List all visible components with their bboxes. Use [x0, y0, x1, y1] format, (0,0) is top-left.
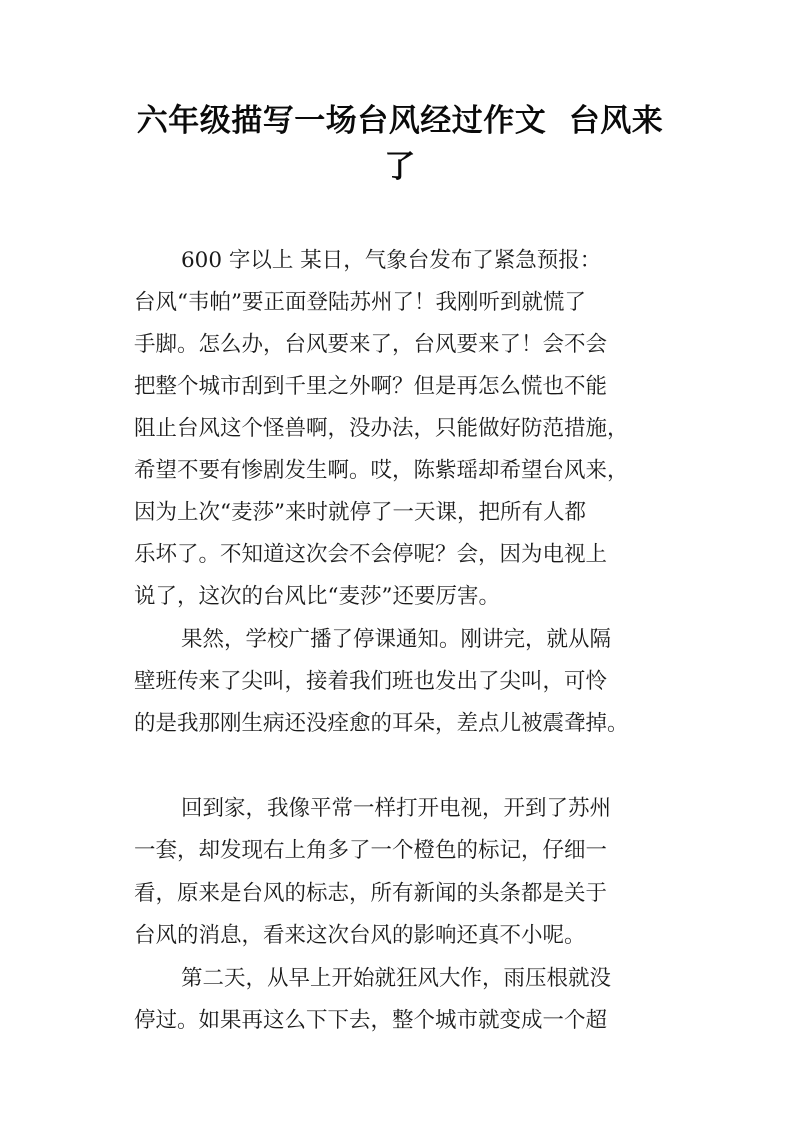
- paragraph-3-line-1: 回到家，我像平常一样打开电视，开到了苏州: [181, 796, 612, 821]
- paragraph-1-line-5: 阻止台风这个怪兽啊，没办法，只能做好防范措施，: [134, 416, 629, 441]
- paragraph-1-line-7: 因为上次“麦莎”来时就停了一天课，把所有人都: [134, 500, 586, 525]
- paragraph-4-line-1: 第二天，从早上开始就狂风大作，雨压根就没: [181, 966, 612, 991]
- paragraph-1-line-3: 手脚。怎么办，台风要来了，台风要来了！会不会: [134, 332, 608, 357]
- paragraph-4-line-2: 停过。如果再这么下下去，整个城市就变成一个超: [134, 1008, 608, 1033]
- title-line-1: 六年级描写一场台风经过作文 台风来: [136, 103, 664, 139]
- title-line-2: 了: [384, 149, 416, 185]
- paragraph-1-line-2: 台风“韦帕”要正面登陆苏州了！我刚听到就慌了: [134, 290, 586, 315]
- paragraph-3-line-2: 一套，却发现右上角多了一个橙色的标记，仔细一: [134, 838, 608, 863]
- paragraph-3-line-3: 看，原来是台风的标志，所有新闻的头条都是关于: [134, 881, 608, 906]
- paragraph-2-line-2: 壁班传来了尖叫，接着我们班也发出了尖叫，可怜: [134, 669, 608, 694]
- paragraph-1-line-8: 乐坏了。不知道这次会不会停呢？会，因为电视上: [134, 542, 608, 567]
- paragraph-2-line-1: 果然，学校广播了停课通知。刚讲完，就从隔: [181, 627, 612, 652]
- document-title: [120, 98, 680, 190]
- paragraph-1-line-9: 说了，这次的台风比“麦莎”还要厉害。: [134, 584, 500, 609]
- paragraph-1-line-6: 希望不要有惨剧发生啊。哎，陈紫瑶却希望台风来，: [134, 458, 629, 483]
- paragraph-3-line-4: 台风的消息，看来这次台风的影响还真不小呢。: [134, 923, 586, 948]
- paragraph-1-line-1: 600 字以上 某日，气象台发布了紧急预报：: [181, 248, 602, 273]
- paragraph-1-line-4: 把整个城市刮到千里之外啊？但是再怎么慌也不能: [134, 374, 608, 399]
- paragraph-2-line-3: 的是我那刚生病还没痊愈的耳朵，差点儿被震聋掉。: [134, 711, 629, 736]
